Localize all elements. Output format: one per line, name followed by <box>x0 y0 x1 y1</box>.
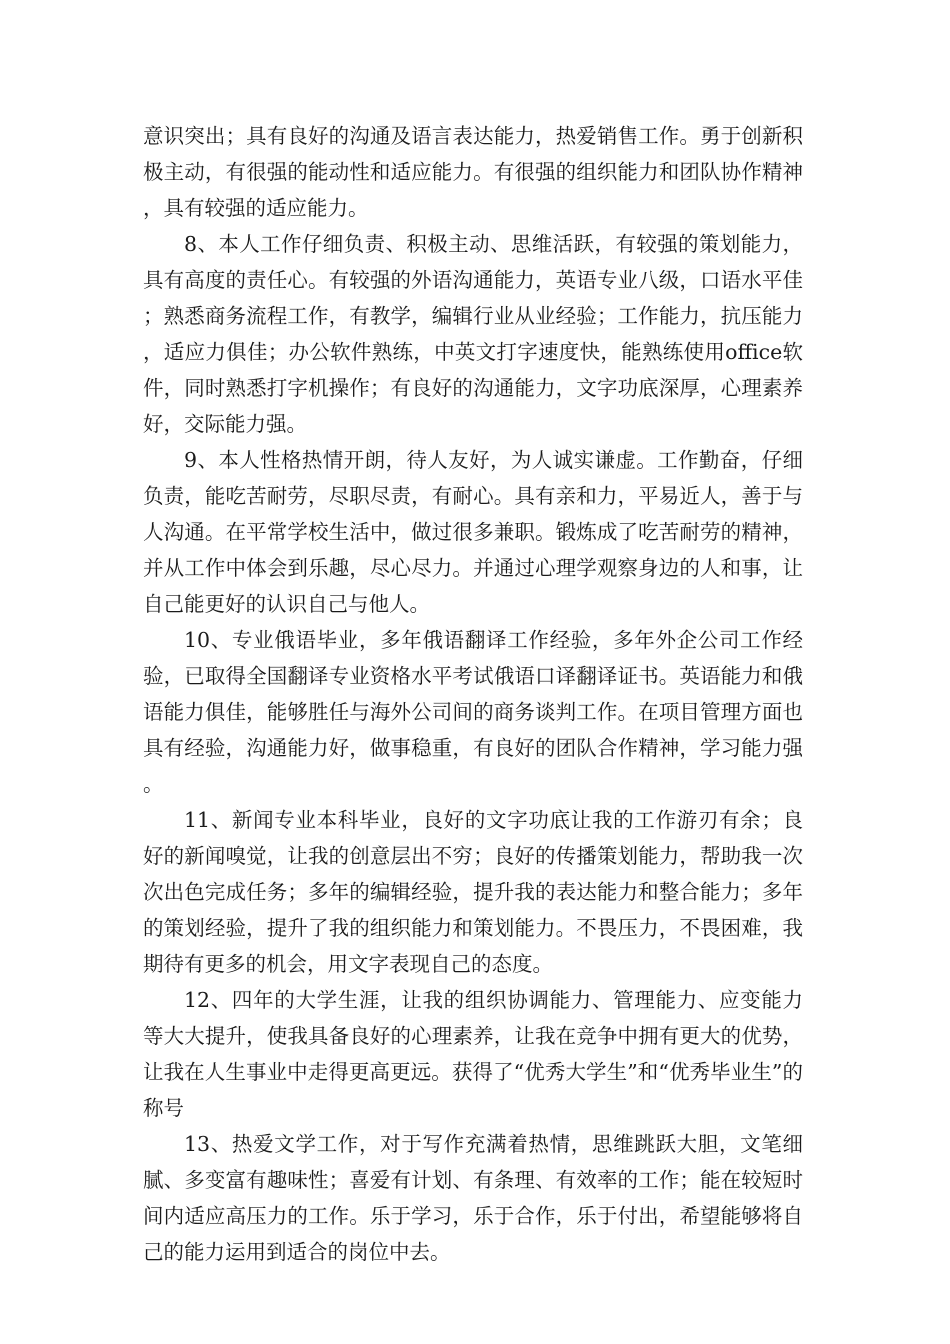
paragraph-item-9: 9、本人性格热情开朗，待人友好，为人诚实谦虚。工作勤奋，仔细负责，能吃苦耐劳，尽职尽责，有耐心。具有亲和力，平易近人，善于与人沟通。在平常学校生活中，做过很多兼职。锻炼成了吃苦耐劳的精神，并从工作中体会到乐趣，尽心尽力。并通过心理学观察身边的人和事，让自己能更好的认识自己与他人。 <box>143 448 803 616</box>
paragraph-item-11: 11、新闻专业本科毕业，良好的文字功底让我的工作游刃有余；良好的新闻嗅觉，让我的创意层出不穷；良好的传播策划能力，帮助我一次次出色完成任务；多年的编辑经验，提升我的表达能力和整合能力；多年的策划经验，提升了我的组织能力和策划能力。不畏压力，不畏困难，我期待有更多的机会，用文字表现自己的态度。 <box>143 808 803 976</box>
paragraph-item-13: 13、热爱文学工作，对于写作充满着热情，思维跳跃大胆，文笔细腻、多变富有趣味性；喜爱有计划、有条理、有效率的工作；能在较短时间内适应高压力的工作。乐于学习，乐于合作，乐于付出，希望能够将自己的能力运用到适合的岗位中去。 <box>143 1132 803 1264</box>
document-body <box>143 118 803 1270</box>
paragraph-item-12: 12、四年的大学生涯，让我的组织协调能力、管理能力、应变能力等大大提升，使我具备良好的心理素养，让我在竞争中拥有更大的优势，让我在人生事业中走得更高更远。获得了“优秀大学生”和“优秀毕业生”的称号 <box>143 988 803 1120</box>
paragraph-continued: 意识突出；具有良好的沟通及语言表达能力，热爱销售工作。勇于创新积极主动，有很强的能动性和适应能力。有很强的组织能力和团队协作精神，具有较强的适应能力。 <box>143 124 803 220</box>
paragraph-item-10: 10、专业俄语毕业，多年俄语翻译工作经验，多年外企公司工作经验，已取得全国翻译专业资格水平考试俄语口译翻译证书。英语能力和俄语能力俱佳，能够胜任与海外公司间的商务谈判工作。在项目管理方面也具有经验，沟通能力好，做事稳重，有良好的团队合作精神，学习能力强。 <box>143 628 803 796</box>
paragraph-item-8: 8、本人工作仔细负责、积极主动、思维活跃，有较强的策划能力，具有高度的责任心。有较强的外语沟通能力，英语专业八级，口语水平佳；熟悉商务流程工作，有教学，编辑行业从业经验；工作能力，抗压能力，适应力俱佳；办公软件熟练，中英文打字速度快，能熟练使用office软件，同时熟悉打字机操作；有良好的沟通能力，文字功底深厚，心理素养好，交际能力强。 <box>143 232 803 436</box>
